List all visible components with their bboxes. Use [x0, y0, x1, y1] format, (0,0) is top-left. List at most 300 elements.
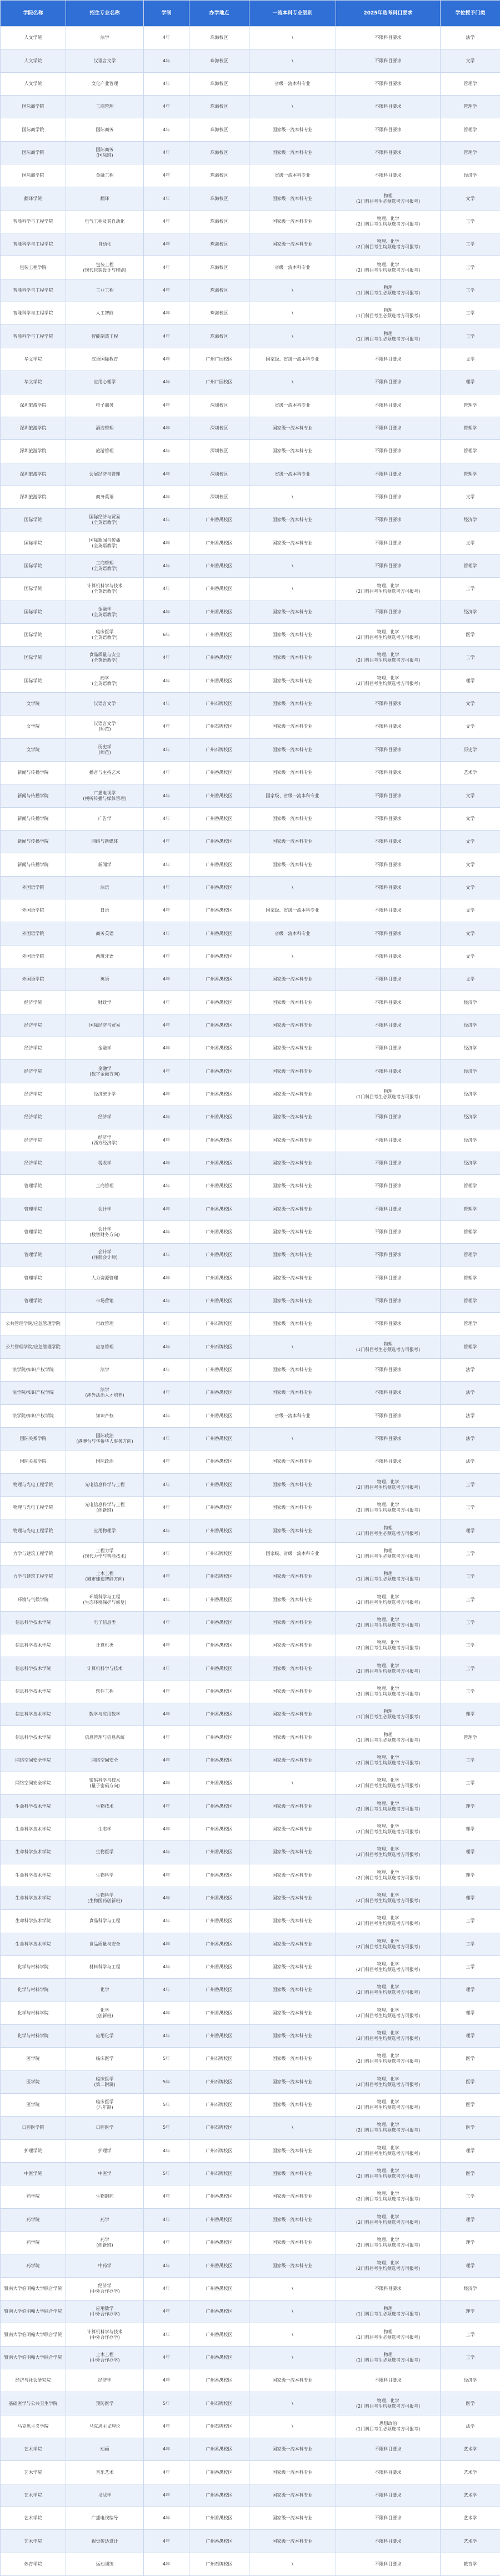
cell-subject-requirement: 不限科目要求 — [336, 1244, 441, 1267]
cell-major: 汉语言文学 — [66, 49, 144, 72]
cell-duration: 4年 — [144, 1473, 189, 1496]
cell-subject-requirement: 物理、化学 (2门科目考生均须选考方可报考) — [336, 2139, 441, 2162]
cell-subject-requirement: 物理 (1门科目考生必须选考方可报考) — [336, 2323, 441, 2346]
cell-major: 法学 — [66, 1358, 144, 1381]
table-row — [1, 463, 500, 486]
cell-duration: 4年 — [144, 876, 189, 899]
cell-degree-category: 理学 — [441, 2254, 500, 2277]
header-first-class-level: 一流本科专业级别 — [249, 1, 336, 27]
cell-campus: 深圳校区 — [189, 486, 249, 508]
cell-college: 艺术学院 — [1, 2530, 66, 2553]
cell-campus: 广州番禺校区 — [189, 945, 249, 968]
cell-first-class-level: 国家级一流本科专业 — [249, 1749, 336, 1772]
cell-college: 力学与建筑工程学院 — [1, 1565, 66, 1588]
cell-college: 国际学院 — [1, 532, 66, 554]
cell-duration: 4年 — [144, 738, 189, 761]
cell-college: 物理与光电工程学院 — [1, 1473, 66, 1496]
cell-duration: 4年 — [144, 2346, 189, 2369]
cell-major: 土木工程 (城市建造智能方向) — [66, 1565, 144, 1588]
cell-subject-requirement: 物理 (1门科目考生必须选考方可报考) — [336, 279, 441, 302]
cell-duration: 4年 — [144, 417, 189, 439]
cell-subject-requirement: 不限科目要求 — [336, 807, 441, 830]
cell-college: 人文学院 — [1, 27, 66, 49]
cell-subject-requirement: 物理、化学 (2门科目考生均须选考方可报考) — [336, 1864, 441, 1887]
cell-campus: 广州番禺校区 — [189, 1267, 249, 1289]
cell-college: 国际学院 — [1, 647, 66, 669]
cell-duration: 4年 — [144, 486, 189, 508]
table-row — [1, 1152, 500, 1174]
cell-college: 物理与光电工程学院 — [1, 1519, 66, 1542]
table-row — [1, 2162, 500, 2185]
cell-campus: 广州石牌校区 — [189, 1335, 249, 1358]
cell-major: 翻译 — [66, 187, 144, 210]
cell-first-class-level: \ — [249, 325, 336, 348]
cell-major: 工商管理 (全英语教学) — [66, 554, 144, 577]
cell-campus: 珠海校区 — [189, 118, 249, 141]
cell-subject-requirement: 不限科目要求 — [336, 463, 441, 486]
table-row — [1, 1818, 500, 1840]
header-campus: 办学地点 — [189, 1, 249, 27]
cell-degree-category: 医学 — [441, 623, 500, 646]
cell-duration: 4年 — [144, 279, 189, 302]
cell-degree-category: 理学 — [441, 1841, 500, 1864]
cell-campus: 珠海校区 — [189, 72, 249, 95]
cell-duration: 4年 — [144, 1519, 189, 1542]
cell-first-class-level: 国家级一流本科专业 — [249, 968, 336, 991]
cell-subject-requirement: 不限科目要求 — [336, 968, 441, 991]
cell-subject-requirement: 不限科目要求 — [336, 1221, 441, 1243]
cell-degree-category: 文学 — [441, 968, 500, 991]
cell-degree-category: 理学 — [441, 2024, 500, 2047]
cell-degree-category: 历史学 — [441, 738, 500, 761]
cell-duration: 4年 — [144, 1060, 189, 1083]
cell-degree-category: 工学 — [441, 2185, 500, 2208]
cell-major: 食品质量与安全 — [66, 1933, 144, 1955]
cell-major: 金融学 (数字金融方向) — [66, 1060, 144, 1083]
cell-duration: 4年 — [144, 371, 189, 394]
cell-major: 网络与新媒体 — [66, 831, 144, 853]
cell-first-class-level: 国家级一流本科专业 — [249, 2484, 336, 2507]
cell-duration: 4年 — [144, 72, 189, 95]
cell-degree-category: 理学 — [441, 1818, 500, 1840]
cell-first-class-level: 国家级一流本科专业 — [249, 692, 336, 715]
cell-college: 外国语学院 — [1, 899, 66, 922]
cell-degree-category: 医学 — [441, 2162, 500, 2185]
cell-first-class-level: 国家级一流本科专业 — [249, 2208, 336, 2231]
cell-duration: 4年 — [144, 1382, 189, 1404]
cell-first-class-level: 国家级一流本科专业 — [249, 1657, 336, 1680]
cell-duration: 4年 — [144, 2484, 189, 2507]
cell-duration: 4年 — [144, 1680, 189, 1703]
table-row — [1, 1129, 500, 1152]
cell-campus: 广州广园校区 — [189, 371, 249, 394]
table-row — [1, 2300, 500, 2323]
cell-college: 化学与材料学院 — [1, 1955, 66, 1978]
cell-college: 马克思主义学院 — [1, 2415, 66, 2438]
cell-degree-category: 教育学 — [441, 2553, 500, 2575]
cell-degree-category: 经济学 — [441, 164, 500, 187]
table-row — [1, 1910, 500, 1933]
table-row — [1, 1358, 500, 1381]
cell-duration: 4年 — [144, 2300, 189, 2323]
cell-first-class-level: 国家级一流本科专业 — [249, 1382, 336, 1404]
cell-major: 商务英语 — [66, 486, 144, 508]
cell-degree-category: 法学 — [441, 27, 500, 49]
cell-duration: 4年 — [144, 1726, 189, 1749]
cell-campus: 广州番禺校区 — [189, 554, 249, 577]
header-major: 招生专业名称 — [66, 1, 144, 27]
cell-major: 税收学 — [66, 1152, 144, 1174]
cell-duration: 4年 — [144, 2438, 189, 2461]
cell-first-class-level: \ — [249, 945, 336, 968]
cell-campus: 广州番禺校区 — [189, 1588, 249, 1611]
cell-degree-category: 经济学 — [441, 1083, 500, 1106]
cell-first-class-level: 国家级一流本科专业 — [249, 1726, 336, 1749]
cell-college: 经济学院 — [1, 1152, 66, 1174]
cell-major: 计算机类 — [66, 1634, 144, 1657]
cell-degree-category: 工学 — [441, 210, 500, 233]
cell-major: 电子商务 — [66, 394, 144, 417]
cell-first-class-level: 国家级一流本科专业 — [249, 2139, 336, 2162]
cell-major: 法学 — [66, 27, 144, 49]
cell-major: 日语 — [66, 899, 144, 922]
cell-first-class-level: \ — [249, 1335, 336, 1358]
cell-major: 环境科学与工程 (生态环境保护与修复) — [66, 1588, 144, 1611]
cell-major: 国际新闻与传播 (全英语教学) — [66, 532, 144, 554]
cell-college: 深圳旅游学院 — [1, 463, 66, 486]
cell-major: 生物医学 — [66, 1841, 144, 1864]
cell-subject-requirement: 物理 (1门科目考生必须选考方可报考) — [336, 2300, 441, 2323]
cell-first-class-level: 国家级一流本科专业 — [249, 1289, 336, 1312]
cell-duration: 4年 — [144, 1129, 189, 1152]
cell-duration: 4年 — [144, 210, 189, 233]
cell-duration: 5年 — [144, 2392, 189, 2415]
cell-subject-requirement: 不限科目要求 — [336, 2461, 441, 2484]
cell-degree-category: 理学 — [441, 1979, 500, 2002]
table-row — [1, 325, 500, 348]
table-row — [1, 991, 500, 1014]
cell-first-class-level: 国家级一流本科专业 — [249, 1267, 336, 1289]
header-degree-category: 学位授予门类 — [441, 1, 500, 27]
cell-campus: 珠海校区 — [189, 141, 249, 164]
cell-first-class-level: 国家级、省级一流本科专业 — [249, 784, 336, 807]
cell-college: 物理与光电工程学院 — [1, 1497, 66, 1519]
cell-college: 管理学院 — [1, 1198, 66, 1221]
cell-duration: 4年 — [144, 2139, 189, 2162]
table-row — [1, 417, 500, 439]
cell-degree-category: 工学 — [441, 1933, 500, 1955]
cell-college: 新闻与传播学院 — [1, 807, 66, 830]
cell-subject-requirement: 不限科目要求 — [336, 2484, 441, 2507]
cell-major: 密码科学与技术 (量子密码方向) — [66, 1772, 144, 1795]
cell-duration: 4年 — [144, 1772, 189, 1795]
cell-first-class-level: \ — [249, 486, 336, 508]
cell-subject-requirement: 不限科目要求 — [336, 554, 441, 577]
cell-campus: 珠海校区 — [189, 96, 249, 118]
cell-major: 电子信息类 — [66, 1611, 144, 1634]
table-row — [1, 1864, 500, 1887]
cell-first-class-level: 国家级一流本科专业 — [249, 2254, 336, 2277]
cell-major: 人力资源管理 — [66, 1267, 144, 1289]
table-row — [1, 2530, 500, 2553]
cell-duration: 4年 — [144, 394, 189, 417]
cell-campus: 广州番禺校区 — [189, 1497, 249, 1519]
cell-major: 法学 (涉外法治人才培养) — [66, 1382, 144, 1404]
table-row — [1, 2139, 500, 2162]
cell-first-class-level: 国家级一流本科专业 — [249, 2185, 336, 2208]
cell-major: 软件工程 — [66, 1680, 144, 1703]
cell-degree-category: 工学 — [441, 1657, 500, 1680]
cell-duration: 4年 — [144, 1933, 189, 1955]
table-row — [1, 164, 500, 187]
cell-degree-category: 管理学 — [441, 1726, 500, 1749]
table-row — [1, 1427, 500, 1450]
cell-duration: 4年 — [144, 784, 189, 807]
cell-subject-requirement: 不限科目要求 — [336, 2369, 441, 2392]
table-row — [1, 1106, 500, 1129]
table-row — [1, 762, 500, 784]
cell-campus: 广州石牌校区 — [189, 2415, 249, 2438]
cell-campus: 广州番禺校区 — [189, 853, 249, 876]
cell-first-class-level: 国家级一流本科专业 — [249, 2232, 336, 2254]
cell-major: 生物技术 — [66, 1795, 144, 1818]
cell-major: 中药学 — [66, 2254, 144, 2277]
cell-degree-category: 法学 — [441, 1382, 500, 1404]
cell-campus: 广州番禺校区 — [189, 1611, 249, 1634]
cell-duration: 4年 — [144, 1542, 189, 1565]
cell-campus: 广州番禺校区 — [189, 762, 249, 784]
cell-first-class-level: 国家级一流本科专业 — [249, 1611, 336, 1634]
table-row — [1, 968, 500, 991]
cell-duration: 4年 — [144, 27, 189, 49]
cell-major: 化学 (创新班) — [66, 2002, 144, 2024]
cell-college: 智能科学与工程学院 — [1, 279, 66, 302]
cell-first-class-level: 国家级一流本科专业 — [249, 1083, 336, 1106]
cell-major: 智能制造工程 — [66, 325, 144, 348]
cell-first-class-level: 国家级一流本科专业 — [249, 1588, 336, 1611]
cell-campus: 广州番禺校区 — [189, 1060, 249, 1083]
cell-degree-category: 工学 — [441, 1611, 500, 1634]
cell-duration: 4年 — [144, 1014, 189, 1037]
cell-subject-requirement: 物理 (1门科目考生必须选考方可报考) — [336, 1565, 441, 1588]
cell-subject-requirement: 物理 (1门科目考生必须选考方可报考) — [336, 1726, 441, 1749]
cell-duration: 4年 — [144, 1887, 189, 1909]
cell-major: 临床医学 (第二附属) — [66, 2070, 144, 2093]
cell-degree-category: 理学 — [441, 2208, 500, 2231]
cell-college: 经济学院 — [1, 1129, 66, 1152]
cell-first-class-level: 国家级一流本科专业 — [249, 1841, 336, 1864]
cell-major: 材料科学与工程 — [66, 1955, 144, 1978]
cell-degree-category: 文学 — [441, 716, 500, 738]
cell-college: 智能科学与工程学院 — [1, 325, 66, 348]
cell-campus: 珠海校区 — [189, 256, 249, 279]
cell-subject-requirement: 不限科目要求 — [336, 1450, 441, 1473]
cell-major: 行政管理 — [66, 1313, 144, 1335]
cell-major: 网络空间安全 — [66, 1749, 144, 1772]
cell-subject-requirement: 不限科目要求 — [336, 1267, 441, 1289]
cell-duration: 4年 — [144, 991, 189, 1014]
cell-duration: 4年 — [144, 2369, 189, 2392]
cell-campus: 广州番禺校区 — [189, 2185, 249, 2208]
cell-major: 经济学 (中外合作办学) — [66, 2277, 144, 2300]
table-row — [1, 1497, 500, 1519]
cell-degree-category: 工学 — [441, 578, 500, 601]
cell-college: 新闻与传播学院 — [1, 853, 66, 876]
cell-degree-category: 艺术学 — [441, 2507, 500, 2530]
cell-subject-requirement: 不限科目要求 — [336, 762, 441, 784]
table-row — [1, 1542, 500, 1565]
cell-first-class-level: 国家级一流本科专业 — [249, 1014, 336, 1037]
cell-subject-requirement: 物理、化学 (2门科目考生均须选考方可报考) — [336, 1657, 441, 1680]
cell-degree-category: 艺术学 — [441, 2530, 500, 2553]
cell-subject-requirement: 物理、化学 (2门科目考生均须选考方可报考) — [336, 1772, 441, 1795]
cell-subject-requirement: 不限科目要求 — [336, 1358, 441, 1381]
table-row — [1, 1703, 500, 1726]
cell-campus: 广州番禺校区 — [189, 1221, 249, 1243]
cell-duration: 4年 — [144, 692, 189, 715]
cell-subject-requirement: 不限科目要求 — [336, 1175, 441, 1198]
cell-subject-requirement: 不限科目要求 — [336, 371, 441, 394]
cell-first-class-level: 国家级一流本科专业 — [249, 623, 336, 646]
cell-major: 会展经济与管理 — [66, 463, 144, 486]
cell-college: 人文学院 — [1, 72, 66, 95]
cell-college: 智能科学与工程学院 — [1, 233, 66, 256]
cell-subject-requirement: 物理 (1门科目考生必须选考方可报考) — [336, 325, 441, 348]
cell-degree-category: 艺术学 — [441, 2461, 500, 2484]
cell-subject-requirement: 不限科目要求 — [336, 509, 441, 532]
cell-duration: 4年 — [144, 49, 189, 72]
cell-subject-requirement: 不限科目要求 — [336, 1060, 441, 1083]
cell-college: 化学与材料学院 — [1, 2024, 66, 2047]
cell-campus: 广州番禺校区 — [189, 1795, 249, 1818]
cell-college: 管理学院 — [1, 1175, 66, 1198]
table-row — [1, 784, 500, 807]
cell-college: 生命科学技术学院 — [1, 1933, 66, 1955]
cell-duration: 4年 — [144, 716, 189, 738]
cell-first-class-level: 省级一流本科专业 — [249, 922, 336, 945]
cell-major: 食品科学与工程 — [66, 1910, 144, 1933]
cell-college: 国际商学院 — [1, 141, 66, 164]
cell-campus: 广州番禺校区 — [189, 831, 249, 853]
cell-major: 信息管理与信息系统 — [66, 1726, 144, 1749]
cell-campus: 广州番禺校区 — [189, 1037, 249, 1060]
table-row — [1, 623, 500, 646]
cell-degree-category: 医学 — [441, 2117, 500, 2139]
cell-degree-category: 医学 — [441, 2392, 500, 2415]
cell-degree-category: 医学 — [441, 2048, 500, 2070]
cell-duration: 4年 — [144, 2002, 189, 2024]
cell-subject-requirement: 物理、化学 (2门科目考生均须选考方可报考) — [336, 623, 441, 646]
cell-college: 人文学院 — [1, 49, 66, 72]
cell-campus: 广州石牌校区 — [189, 1313, 249, 1335]
cell-degree-category: 工学 — [441, 233, 500, 256]
cell-duration: 4年 — [144, 302, 189, 325]
cell-major: 广告学 — [66, 807, 144, 830]
cell-college: 外国语学院 — [1, 922, 66, 945]
cell-subject-requirement: 物理、化学 (2门科目考生均须选考方可报考) — [336, 578, 441, 601]
cell-college: 化学与材料学院 — [1, 2002, 66, 2024]
cell-campus: 广州番禺校区 — [189, 2277, 249, 2300]
cell-campus: 广州番禺校区 — [189, 1979, 249, 2002]
cell-first-class-level: 国家级一流本科专业 — [249, 762, 336, 784]
cell-major: 经济学 — [66, 1106, 144, 1129]
cell-degree-category: 文学 — [441, 692, 500, 715]
cell-college: 护理学院 — [1, 2139, 66, 2162]
cell-first-class-level: 国家级一流本科专业 — [249, 1634, 336, 1657]
table-row — [1, 49, 500, 72]
cell-first-class-level: 国家级一流本科专业 — [249, 2461, 336, 2484]
cell-major: 应用物理学 — [66, 1519, 144, 1542]
cell-college: 药学院 — [1, 2254, 66, 2277]
table-row — [1, 2346, 500, 2369]
cell-campus: 广州番禺校区 — [189, 1152, 249, 1174]
cell-college: 经济学院 — [1, 991, 66, 1014]
cell-subject-requirement: 不限科目要求 — [336, 692, 441, 715]
cell-college: 国际学院 — [1, 554, 66, 577]
table-row — [1, 1565, 500, 1588]
cell-campus: 广州番禺校区 — [189, 922, 249, 945]
cell-subject-requirement: 物理、化学 (2门科目考生均须选考方可报考) — [336, 2232, 441, 2254]
cell-major: 土木工程 (中外合作办学) — [66, 2346, 144, 2369]
table-row — [1, 532, 500, 554]
cell-degree-category: 经济学 — [441, 601, 500, 623]
cell-college: 生命科学技术学院 — [1, 1887, 66, 1909]
cell-major: 生物科学 — [66, 1864, 144, 1887]
cell-first-class-level: 国家级一流本科专业 — [249, 1060, 336, 1083]
cell-college: 医学院 — [1, 2048, 66, 2070]
cell-subject-requirement: 不限科目要求 — [336, 922, 441, 945]
cell-campus: 珠海校区 — [189, 49, 249, 72]
cell-degree-category: 工学 — [441, 1588, 500, 1611]
table-row — [1, 1198, 500, 1221]
cell-degree-category: 工学 — [441, 1680, 500, 1703]
cell-degree-category: 文学 — [441, 532, 500, 554]
cell-first-class-level: 国家级一流本科专业 — [249, 1106, 336, 1129]
cell-duration: 4年 — [144, 2254, 189, 2277]
table-row — [1, 1404, 500, 1427]
cell-degree-category: 工学 — [441, 1772, 500, 1795]
cell-duration: 4年 — [144, 1358, 189, 1381]
cell-degree-category: 经济学 — [441, 1152, 500, 1174]
cell-degree-category: 管理学 — [441, 440, 500, 463]
cell-subject-requirement: 不限科目要求 — [336, 2277, 441, 2300]
cell-college: 经济学院 — [1, 1106, 66, 1129]
cell-college: 法学院/知识产权学院 — [1, 1404, 66, 1427]
cell-subject-requirement: 物理、化学 (2门科目考生均须选考方可报考) — [336, 2070, 441, 2093]
cell-first-class-level: \ — [249, 1427, 336, 1450]
cell-campus: 广州番禺校区 — [189, 1749, 249, 1772]
cell-subject-requirement: 物理、化学 (2门科目考生均须选考方可报考) — [336, 2117, 441, 2139]
cell-college: 生命科学技术学院 — [1, 1864, 66, 1887]
cell-subject-requirement: 不限科目要求 — [336, 141, 441, 164]
cell-degree-category: 理学 — [441, 2002, 500, 2024]
cell-first-class-level: 国家级一流本科专业 — [249, 1129, 336, 1152]
table-row — [1, 1267, 500, 1289]
cell-duration: 4年 — [144, 1955, 189, 1978]
cell-degree-category: 工学 — [441, 325, 500, 348]
cell-duration: 4年 — [144, 532, 189, 554]
cell-subject-requirement: 不限科目要求 — [336, 1313, 441, 1335]
table-row — [1, 1749, 500, 1772]
cell-campus: 广州石牌校区 — [189, 2139, 249, 2162]
cell-major: 国际商务 — [66, 118, 144, 141]
cell-first-class-level: \ — [249, 2117, 336, 2139]
cell-campus: 广州番禺校区 — [189, 899, 249, 922]
cell-degree-category: 理学 — [441, 1864, 500, 1887]
cell-subject-requirement: 物理、化学 (2门科目考生均须选考方可报考) — [336, 1910, 441, 1933]
cell-major: 书法学 — [66, 2484, 144, 2507]
cell-subject-requirement: 不限科目要求 — [336, 394, 441, 417]
